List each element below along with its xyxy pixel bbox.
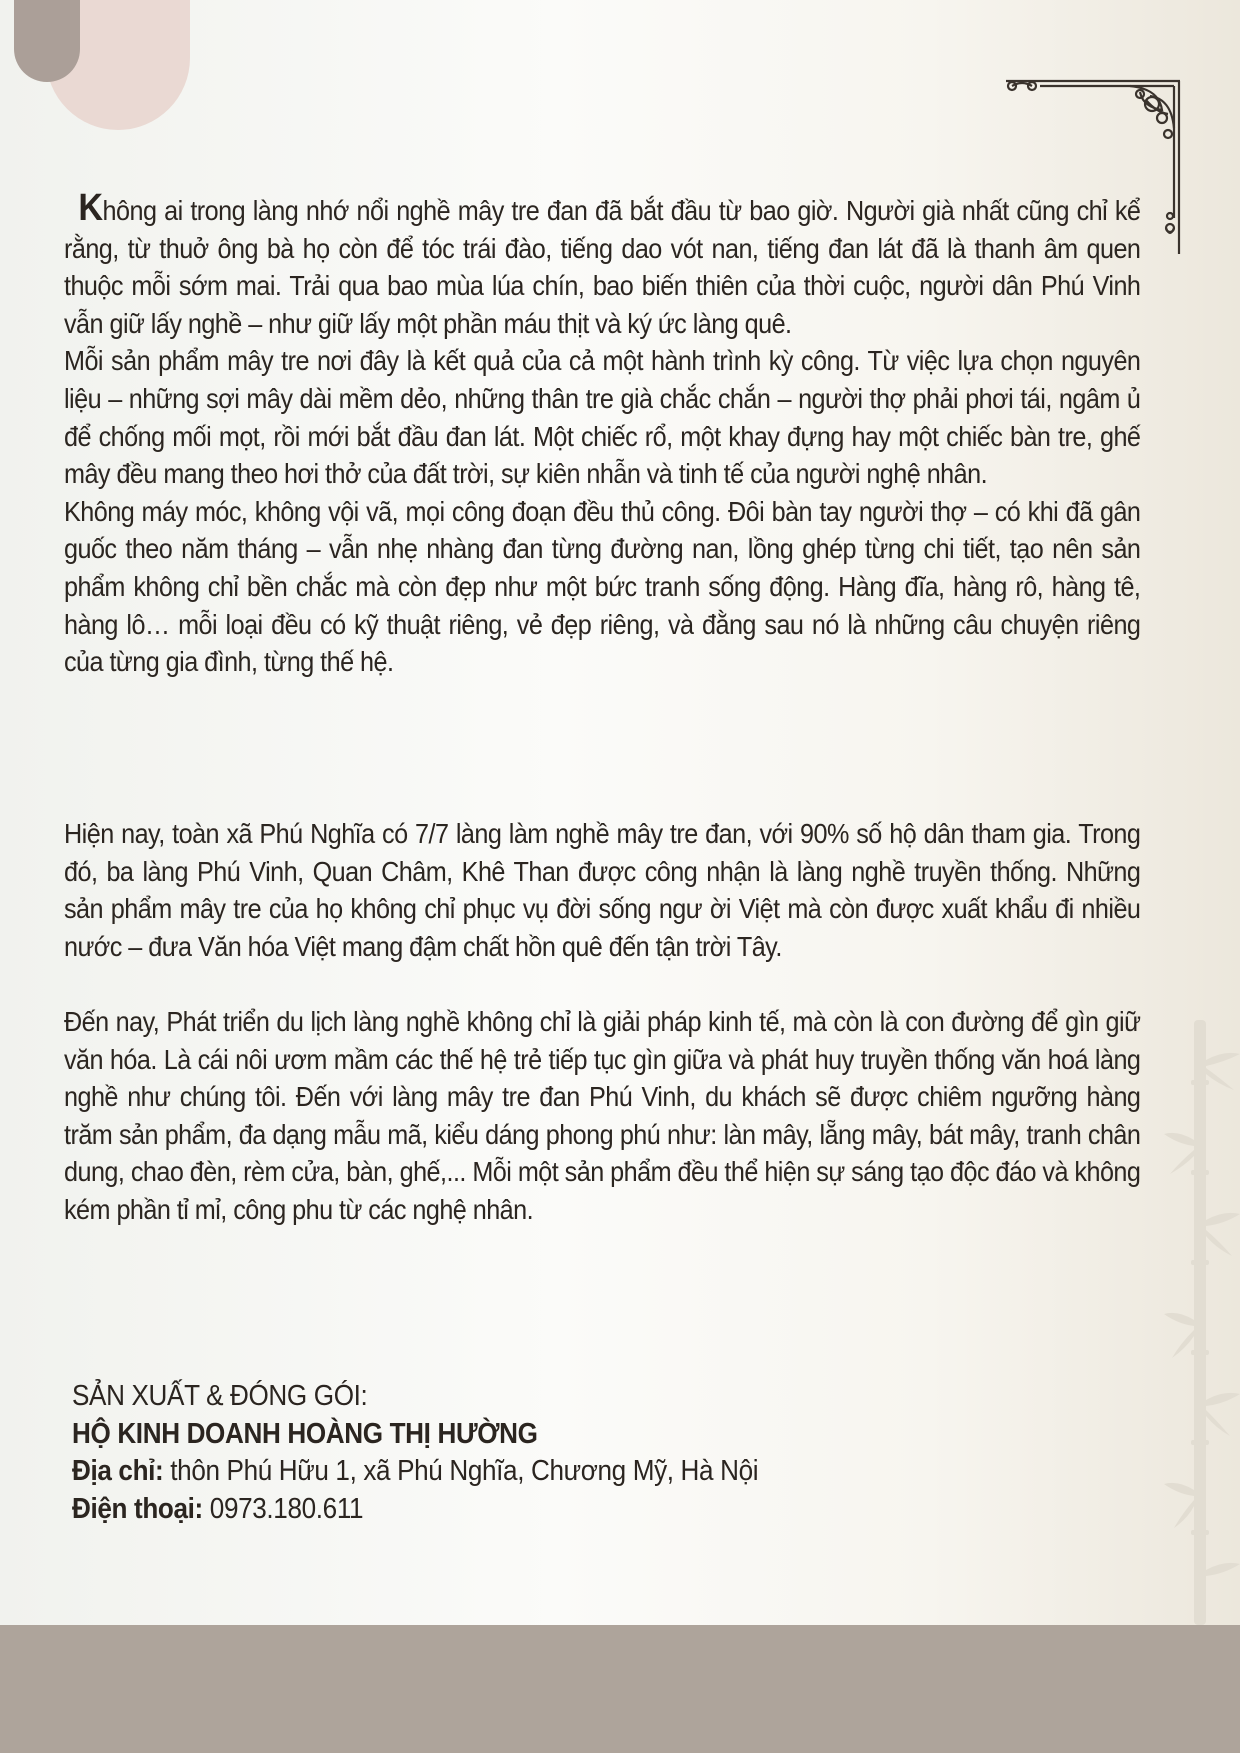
phone-label: Điện thoại: (72, 1492, 203, 1525)
paragraph-4: Hiện nay, toàn xã Phú Nghĩa có 7/7 làng làm nghề mây tre đan, với 90% số hộ dân tham gia. Trong đó, ba làng Phú Vinh, Quan Châm, Khê Than được công nhận là làng nghề truyền thống. Những sản phẩm mây tre của họ không chỉ phục vụ đời sống ngư ời Việt mà còn được xuất khẩu đi nhiều nước – đưa Văn hóa Việt mang đậm chất hồn quê đến tận trời Tây. (64, 818, 1141, 962)
article-section-2 (64, 815, 1140, 965)
decorative-tab (14, 0, 80, 82)
paragraph-5: Đến nay, Phát triển du lịch làng nghề không chỉ là giải pháp kinh tế, mà còn là con đường để gìn giữ văn hóa. Là cái nôi ươm mầm các thế hệ trẻ tiếp tục gìn giữa và phát huy truyền thống văn hoá làng nghề như chúng tôi. Đến với làng mây tre đan Phú Vinh, du khách sẽ được chiêm ngưỡng hàng trăm sản phẩm, đa dạng mẫu mã, kiểu dáng phong phú như: làn mây, lẵng mây, bát mây, tranh chân dung, chao đèn, rèm cửa, bàn, ghế,... Mỗi một sản phẩm đều thể hiện sự sáng tạo độc đáo và không kém phần tỉ mỉ, công phu từ các nghệ nhân. (64, 1006, 1141, 1225)
phone-value: 0973.180.611 (202, 1492, 364, 1525)
contact-heading: SẢN XUẤT & ĐÓNG GÓI: (72, 1380, 368, 1412)
article-section-3 (64, 1003, 1140, 1229)
footer-bar (0, 1625, 1240, 1753)
contact-info (72, 1378, 758, 1528)
paragraph-3: Không máy móc, không vội vã, mọi công đoạn đều thủ công. Đôi bàn tay người thợ – có khi đã gân guốc theo năm tháng – vẫn nhẹ nhàng đan từng đường nan, lồng ghép từng chi tiết, tạo nên sản phẩm không chỉ bền chắc mà còn đẹp như một bức tranh sống động. Hàng đĩa, hàng rô, hàng tê, hàng lô… mỗi loại đều có kỹ thuật riêng, vẻ đẹp riêng, và đằng sau nó là những câu chuyện riêng của từng gia đình, từng thế hệ. (64, 495, 1141, 678)
paragraph-1 (64, 187, 1141, 342)
business-name: HỘ KINH DOANH HOÀNG THỊ HƯỜNG (72, 1417, 538, 1450)
address-line (72, 1453, 758, 1491)
bamboo-icon (1160, 1020, 1240, 1625)
address-value: thôn Phú Hữu 1, xã Phú Nghĩa, Chương Mỹ, Hà Nội (163, 1455, 759, 1487)
paragraph-1-text: hông ai trong làng nhớ nổi nghề mây tre đan đã bắt đầu từ bao giờ. Người già nhất cũng chỉ kể rằng, từ thuở ông bà họ còn để tóc trái đào, tiếng dao vót nan, tiếng đan lát đã là thanh âm quen thuộc mỗi sớm mai. Trải qua bao mùa lúa chín, bao biến thiên của thời cuộc, người dân Phú Vinh vẫn giữ lấy nghề – như giữ lấy một phần máu thịt và ký ức làng quê. (64, 195, 1141, 339)
paragraph-2: Mỗi sản phẩm mây tre nơi đây là kết quả của cả một hành trình kỳ công. Từ việc lựa chọn nguyên liệu – những sợi mây dài mềm dẻo, những thân tre già chắc chắn – người thợ phải phơi tái, ngâm ủ để chống mối mọt, rồi mới bắt đầu đan lát. Một chiếc rổ, một khay đựng hay một chiếc bàn tre, ghế mây đều mang theo hơi thở của đất trời, sự kiên nhẫn và tinh tế của người nghệ nhân. (64, 345, 1141, 490)
article-intro (64, 187, 1141, 681)
phone-line (72, 1491, 758, 1529)
address-label: Địa chỉ: (72, 1455, 164, 1487)
drop-cap: K (78, 187, 103, 229)
